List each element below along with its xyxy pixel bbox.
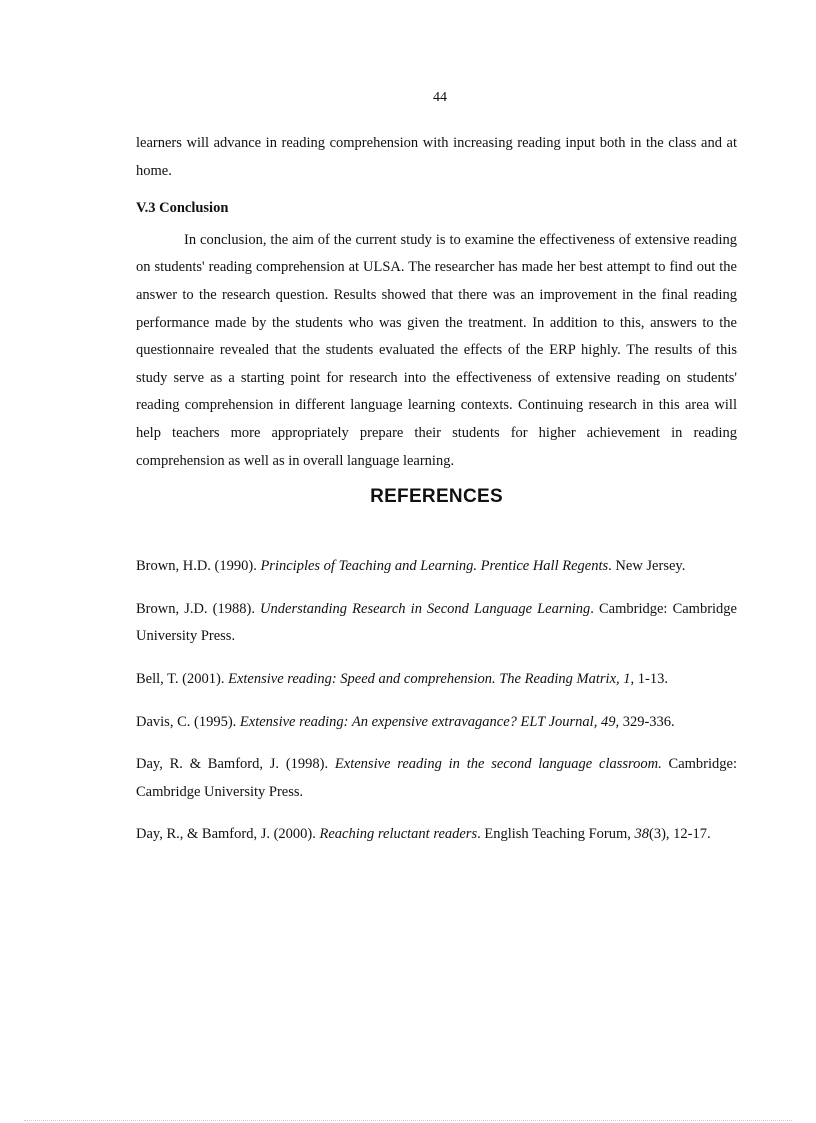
reference-item: Brown, H.D. (1990). Principles of Teaching and Learning. Prentice Hall Regents. New Jersey.: [136, 558, 686, 575]
reference-item: Bell, T. (2001). Extensive reading: Speed and comprehension. The Reading Matrix, 1, 1-13.: [136, 670, 668, 687]
document-body: [136, 130, 737, 864]
conclusion-paragraph: In conclusion, the aim of the current study is to examine the effectiveness of extensive reading on students' reading comprehension at ULSA. The researcher has made her best attempt to find out the answer to the research question. Results showed that there was an improvement in the final reading performance made by the students who was given the treatment. In addition to this, answers to the questionnaire revealed that the students evaluated the effects of the ERP highly. The results of this study serve as a starting point for research into the effectiveness of extensive reading on students' reading comprehension in different language learning contexts. Continuing research in this area will help teachers more appropriately prepare their students for higher achievement in reading comprehension as well as in overall language learning.: [136, 231, 737, 469]
page-number: 44: [433, 90, 447, 105]
reference-item: Day, R. & Bamford, J. (1998). Extensive reading in the second language classroom. Cambridge: Cambridge University Press.: [136, 756, 738, 800]
section-heading: V.3 Conclusion: [136, 200, 229, 217]
reference-item: Davis, C. (1995). Extensive reading: An expensive extravagance? ELT Journal, 49, 329-336.: [136, 713, 675, 730]
intro-paragraph: learners will advance in reading comprehension with increasing reading input both in the class and at home.: [136, 135, 737, 179]
reference-item: Brown, J.D. (1988). Understanding Research in Second Language Learning. Cambridge: Cambridge University Press.: [136, 600, 737, 645]
references-title: REFERENCES: [370, 486, 503, 508]
reference-item: Day, R., & Bamford, J. (2000). Reaching reluctant readers. English Teaching Forum, 38(3), 12-17.: [136, 826, 711, 843]
page-bottom-divider: [24, 1120, 792, 1121]
